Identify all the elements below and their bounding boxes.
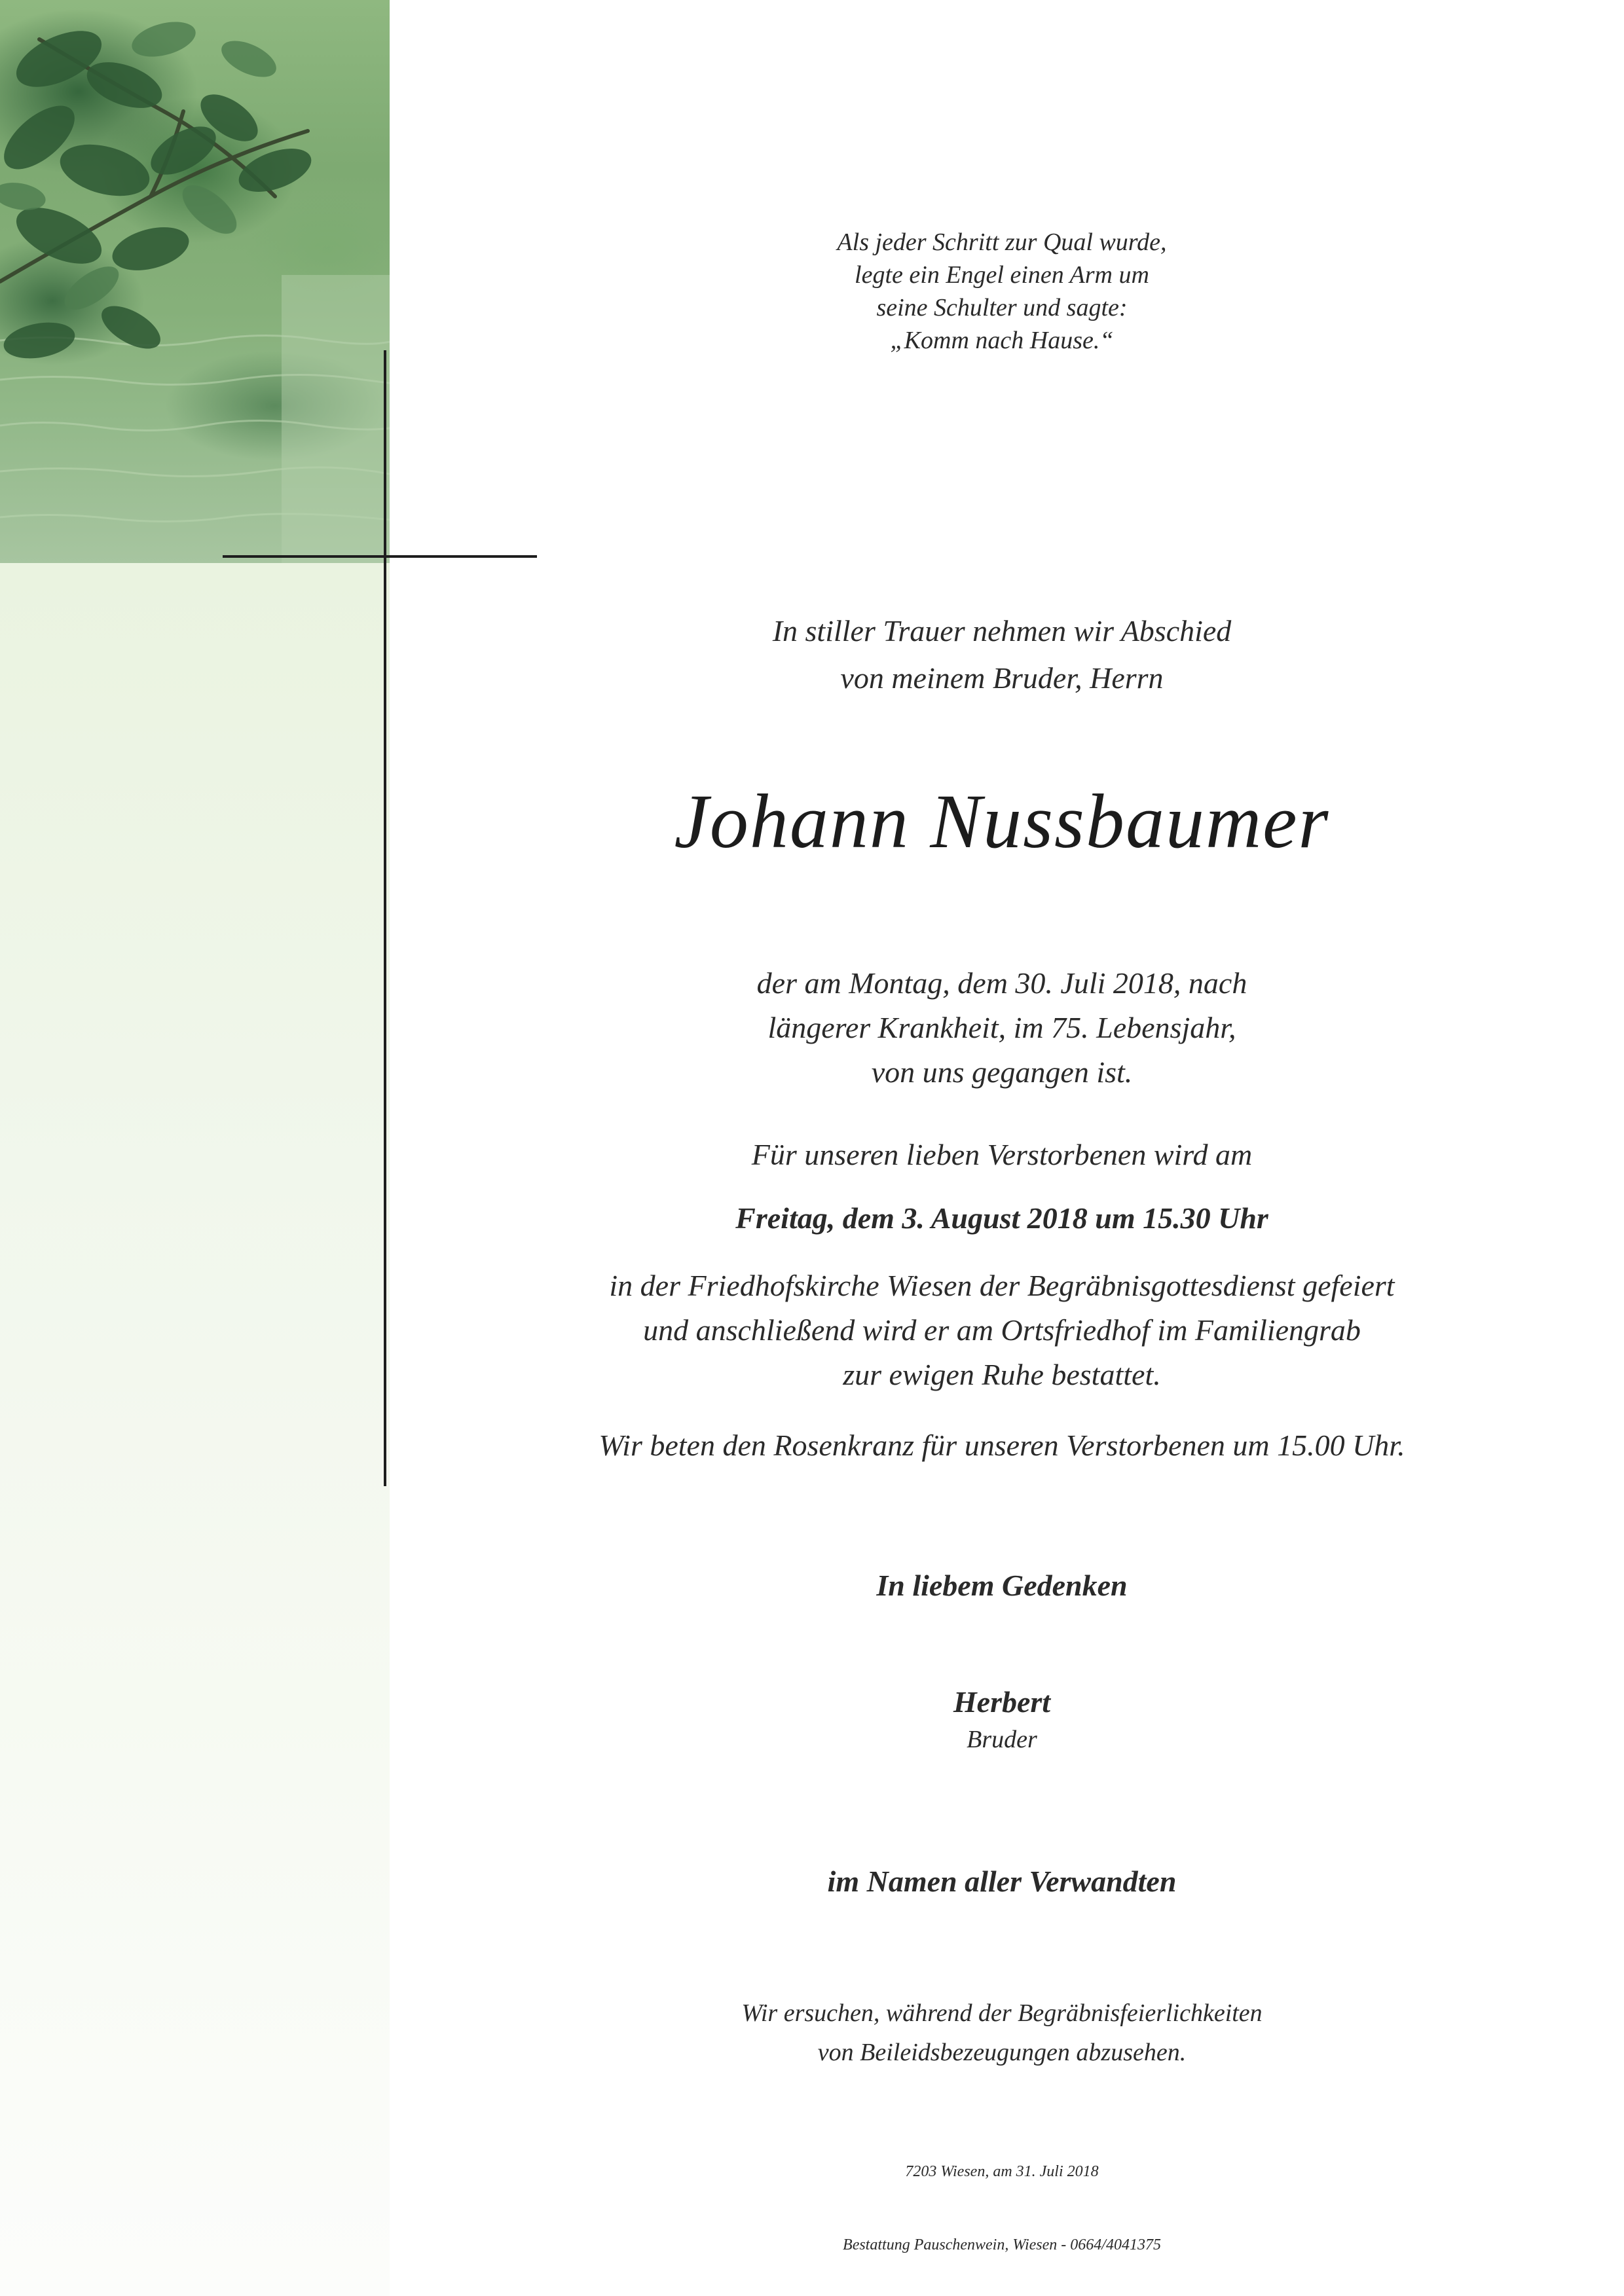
undertaker-info: Bestattung Pauschenwein, Wiesen - 0664/4041375 (843, 2236, 1161, 2253)
intro-text (498, 608, 1506, 702)
service-details (498, 1264, 1506, 1397)
service-details-line: und anschließend wird er am Ortsfriedhof im Familiengrab (643, 1313, 1361, 1347)
service-intro: Für unseren lieben Verstorbenen wird am (751, 1138, 1253, 1171)
death-info-line: längerer Krankheit, im 75. Lebensjahr, (767, 1011, 1236, 1044)
mourner-relation: Bruder (967, 1726, 1037, 1753)
request-line: von Beileidsbezeugungen abzusehen. (817, 2039, 1187, 2066)
condolence-request (498, 1994, 1506, 2072)
request-line: Wir ersuchen, während der Begräbnisfeierlichkeiten (741, 1999, 1263, 2027)
cross-horizontal-line (223, 555, 537, 558)
verse-line: Als jeder Schritt zur Qual wurde, (837, 228, 1167, 256)
mourner-name: Herbert (953, 1685, 1051, 1719)
rosary-notice: Wir beten den Rosenkranz für unseren Verstorbenen um 15.00 Uhr. (599, 1429, 1405, 1462)
service-details-line: zur ewigen Ruhe bestattet. (843, 1358, 1161, 1391)
faded-background-panel (0, 563, 390, 2296)
service-details-line: in der Friedhofskirche Wiesen der Begräbnisgottesdienst gefeiert (609, 1269, 1395, 1302)
death-info-line: von uns gegangen ist. (871, 1055, 1133, 1089)
intro-line: von meinem Bruder, Herrn (840, 661, 1164, 695)
place-date: 7203 Wiesen, am 31. Juli 2018 (905, 2163, 1099, 2180)
leaves-water-photo (0, 0, 390, 563)
verse (498, 226, 1506, 357)
memorial-heading: In liebem Gedenken (876, 1569, 1128, 1602)
cross-vertical-line (384, 350, 386, 1486)
leaf-branch-illustration (0, 0, 390, 563)
intro-line: In stiller Trauer nehmen wir Abschied (772, 614, 1232, 647)
verse-line: legte ein Engel einen Arm um (855, 261, 1149, 289)
death-info (498, 961, 1506, 1095)
death-info-line: der am Montag, dem 30. Juli 2018, nach (756, 966, 1247, 1000)
verse-line: „Komm nach Hause.“ (890, 327, 1114, 354)
relatives-line: im Namen aller Verwandten (827, 1865, 1177, 1898)
service-date: Freitag, dem 3. August 2018 um 15.30 Uhr (735, 1201, 1268, 1235)
verse-line: seine Schulter und sagte: (876, 294, 1128, 321)
deceased-name: Johann Nussbaumer (674, 778, 1330, 864)
